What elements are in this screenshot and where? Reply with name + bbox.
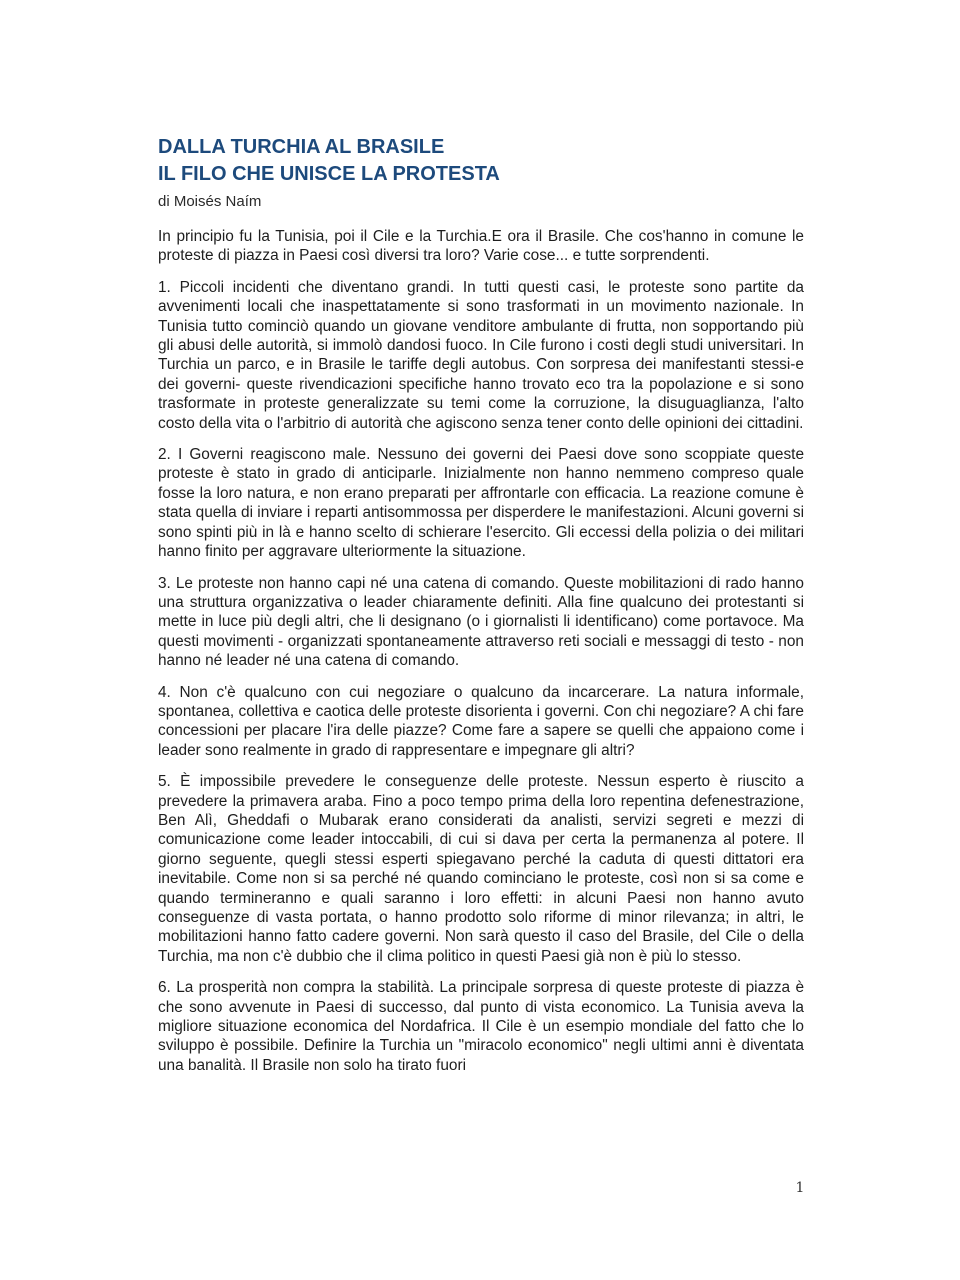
paragraph-2: 2. I Governi reagiscono male. Nessuno dei governi dei Paesi dove sono scoppiate queste proteste è stato in grado di anticiparle. Inizialmente non hanno nemmeno compreso quale fosse la loro natura, e non erano preparati per affrontarle con efficacia. La reazione comune è stata quella di inviare i reparti antisommossa per disperdere le manifestazioni. Alcuni governi si sono spinti più in là e hanno scelto di schierare l'esercito. Gli eccessi della polizia o dei militari hanno finito per aggravare ulteriormente la situazione. [158, 446, 804, 561]
article-body [158, 134, 804, 1075]
paragraph-1: 1. Piccoli incidenti che diventano grandi. In tutti questi casi, le proteste sono partite da avvenimenti locali che inaspettatamente si sono trasformati in un movimento nazionale. In Tunisia tutto cominciò quando un giovane venditore ambulante di frutta, non sopportando più gli abusi delle autorità, si immolò dandosi fuoco. In Cile furono i costi degli studi universitari. In Turchia un parco, e in Brasile le tariffe degli autobus. Con sorpresa dei manifestanti stessi-e dei governi- queste rivendicazioni specifiche hanno trovato eco tra la popolazione e si sono trasformate in proteste generalizzate su temi come la corruzione, la disuguaglianza, l'alto costo della vita o l'arbitrio di autorità che agiscono senza tener conto delle opinioni dei cittadini. [158, 278, 804, 432]
paragraph-5: 5. È impossibile prevedere le conseguenze delle proteste. Nessun esperto è riuscito a prevedere la primavera araba. Fino a poco tempo prima della loro repentina defenestrazione, Ben Alì, Gheddafi o Mubarak erano considerati da analisti, servizi segreti e mezzi di comunicazione come leader intoccabili, di cui si dava per certa la permanenza al potere. Il giorno seguente, quegli stessi esperti spiegavano perché la caduta di questi dittatori era inevitabile. Come non si sa perché né quando cominciano le proteste, così non si sa come e quando termineranno e quali saranno i loro effetti: in alcuni Paesi non hanno avuto conseguenze di vasta portata, o hanno prodotto solo riforme di minor rilevanza; in altri, le mobilitazioni hanno fatto cadere governi. Non sarà questo il caso del Brasile, del Cile o della Turchia, ma non c'è dubbio che il clima politico in questi Paesi già non è più lo stesso. [158, 773, 804, 965]
title-line-2: IL FILO CHE UNISCE LA PROTESTA [158, 163, 500, 185]
page-number: 1 [795, 1180, 805, 1196]
paragraph-4: 4. Non c'è qualcuno con cui negoziare o qualcuno da incarcerare. La natura informale, spontanea, collettiva e caotica delle proteste disorienta i governi. Con chi negoziare? A chi fare concessioni per placare l'ira delle piazze? Come fare a sapere se quelli che appaiono come i leader sono realmente in grado di rappresentare e impegnare gli altri? [158, 683, 804, 759]
article-title [158, 134, 804, 188]
title-line-1: DALLA TURCHIA AL BRASILE [158, 136, 445, 158]
paragraph-3: 3. Le proteste non hanno capi né una catena di comando. Queste mobilitazioni di rado hanno una struttura organizzativa o leader chiaramente definiti. Alla fine qualcuno dei protestanti si mette in luce più degli altri, che li designano (o i giornalisti li identificano) come portavoce. Ma questi movimenti - organizzati spontaneamente attraverso reti sociali e messaggi di testo - non hanno né leader né una catena di comando. [158, 574, 804, 670]
author-byline: di Moisés Naím [158, 193, 262, 210]
intro-paragraph: In principio fu la Tunisia, poi il Cile e la Turchia.E ora il Brasile. Che cos'hanno in comune le proteste di piazza in Paesi così diversi tra loro? Varie cose... e tutte sorprendenti. [158, 228, 804, 265]
paragraph-6: 6. La prosperità non compra la stabilità. La principale sorpresa di queste proteste di piazza è che sono avvenute in Paesi di successo, dal punto di vista economico. La Tunisia aveva la migliore situazione economica del Nordafrica. Il Cile è un esempio mondiale del fatto che lo sviluppo è possibile. Definire la Turchia un "miracolo economico" negli ultimi anni è diventata una banalità. Il Brasile non solo ha tirato fuori [158, 979, 804, 1074]
